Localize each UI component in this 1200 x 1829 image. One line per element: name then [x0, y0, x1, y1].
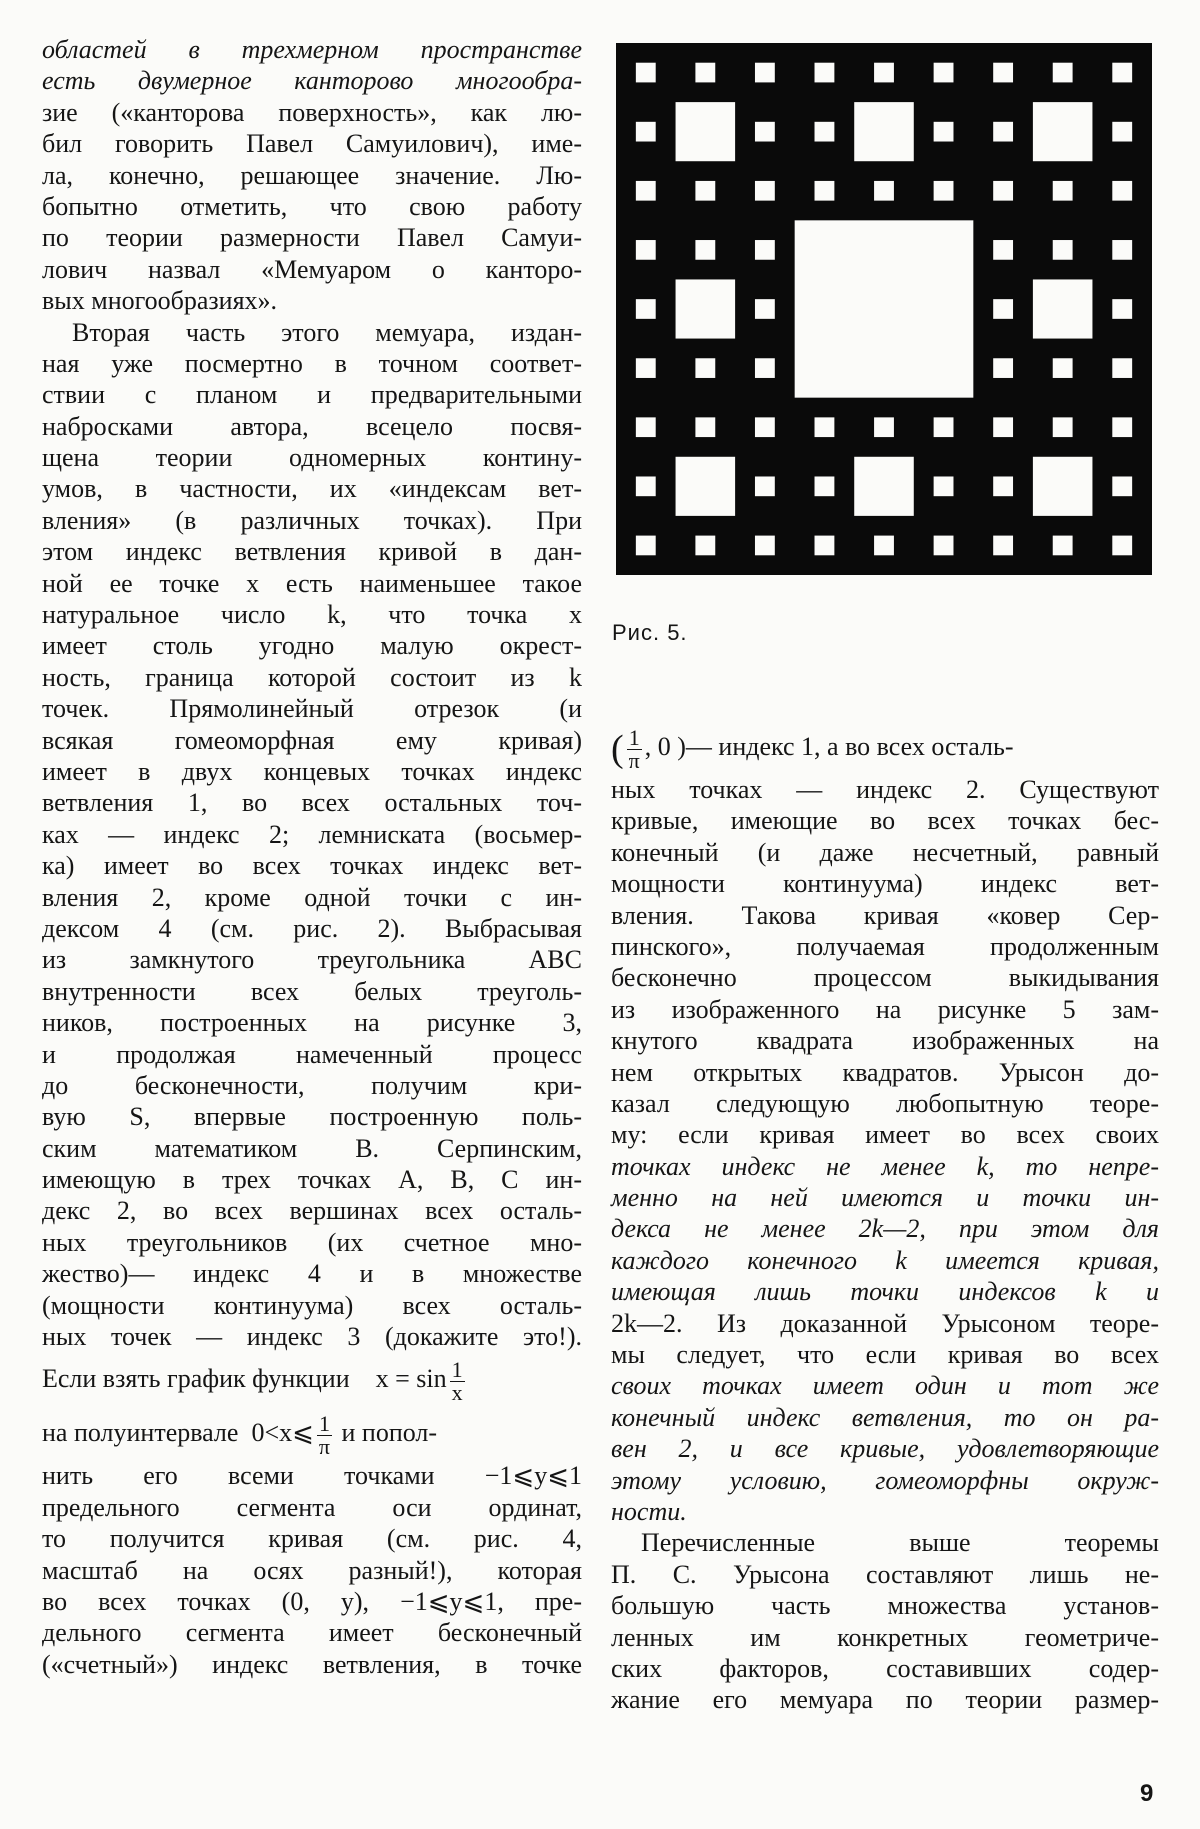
carpet-hole: [1053, 181, 1073, 201]
fraction-denominator: π: [628, 747, 640, 773]
carpet-hole: [934, 63, 954, 83]
text-line: масштаб на осях разный!), которая: [42, 1555, 582, 1585]
carpet-hole: [636, 417, 656, 437]
fraction-numerator: 1: [317, 1413, 332, 1436]
carpet-hole: [636, 122, 656, 142]
text-line: этому условию, гомеоморфны окруж-: [611, 1465, 1159, 1495]
text-line: имеющая лишь точки индексов k и: [611, 1277, 1159, 1307]
text-line: ленных им конкретных геометриче-: [611, 1622, 1159, 1652]
carpet-hole: [934, 417, 954, 437]
text-line: ной ее точке x есть наименьшее такое: [42, 568, 582, 598]
carpet-hole: [755, 63, 775, 83]
fraction-numerator: 1: [451, 1356, 463, 1382]
text-line: бопытно отметить, что свою работу: [42, 191, 582, 221]
carpet-hole: [993, 63, 1013, 83]
carpet-hole: [1112, 358, 1132, 378]
text-line: имеет столь угодно малую окрест-: [42, 631, 582, 661]
text-line: умов, в частности, их «индексам вет-: [42, 474, 582, 504]
carpet-hole: [993, 122, 1013, 142]
carpet-hole: [993, 476, 1013, 496]
carpet-hole: [854, 457, 914, 516]
fraction-denominator: π: [318, 1433, 331, 1459]
carpet-hole: [755, 299, 775, 319]
right-column: [611, 720, 1159, 1716]
fraction: [317, 1410, 332, 1459]
carpet-hole: [815, 63, 835, 83]
carpet-hole: [1053, 536, 1073, 556]
text-line: нить его всеми точками −1⩽y⩽1: [42, 1461, 582, 1491]
fraction: [450, 1356, 465, 1405]
text-line: лович назвал «Мемуаром о канторо-: [42, 254, 582, 284]
formula-line: [42, 1406, 582, 1460]
text-line: большую часть множества установ-: [611, 1591, 1159, 1621]
text-line: вления 2, кроме одной точки с ин-: [42, 882, 582, 912]
text-line: этом индекс ветвления кривой в дан-: [42, 537, 582, 567]
carpet-hole: [1112, 299, 1132, 319]
formula-text: Если взять график функции: [42, 1364, 350, 1394]
carpet-hole: [993, 181, 1013, 201]
carpet-hole: [1053, 240, 1073, 260]
text-line: точек. Прямолинейный отрезок (и: [42, 694, 582, 724]
text-line: кнутого квадрата изображенных на: [611, 1026, 1159, 1056]
text-line: и продолжая намеченный процесс: [42, 1039, 582, 1069]
text-line: пинского», получаемая продолженным: [611, 931, 1159, 961]
text-line: Вторая часть этого мемуара, издан-: [72, 317, 582, 347]
text-line: («счетный») индекс ветвления, в точке: [42, 1649, 582, 1679]
carpet-hole: [636, 476, 656, 496]
text-line: ках — индекс 2; лемниската (восьмер-: [42, 819, 582, 849]
text-line: жание его мемуара по теории размер-: [611, 1685, 1159, 1715]
text-line: бил говорить Павел Самуилович), име-: [42, 129, 582, 159]
formula-math: 0<x⩽: [251, 1418, 314, 1448]
carpet-hole: [815, 181, 835, 201]
text-line: то получится кривая (см. рис. 4,: [42, 1524, 582, 1554]
sierpinski-carpet-figure: [616, 43, 1152, 575]
text-line: предельного сегмента оси ординат,: [42, 1492, 582, 1522]
left-column: [42, 34, 582, 1680]
carpet-hole: [1112, 476, 1132, 496]
carpet-hole: [1112, 122, 1132, 142]
formula-line: [42, 1352, 582, 1406]
formula-text: и попол-: [341, 1418, 438, 1448]
carpet-hole: [934, 181, 954, 201]
text-line: Перечисленные выше теоремы: [641, 1528, 1159, 1558]
text-line: есть двумерное канторово многообра-: [42, 66, 582, 96]
carpet-hole: [1112, 240, 1132, 260]
text-line: вую S, впервые построенную поль-: [42, 1102, 582, 1132]
text-line: до бесконечности, получим кри-: [42, 1070, 582, 1100]
text-line: ных точках — индекс 2. Существуют: [611, 775, 1159, 804]
carpet-hole: [934, 476, 954, 496]
text-line: ных треугольников (их счетное мно-: [42, 1227, 582, 1257]
text-line: ности.: [611, 1496, 687, 1526]
carpet-hole: [1112, 63, 1132, 83]
text-line: каждого конечного k имеется кривая,: [611, 1245, 1159, 1275]
carpet-hole: [795, 220, 974, 397]
text-line: му: если кривая имеет во всех своих: [611, 1120, 1159, 1150]
figure-caption: Рис. 5.: [612, 620, 688, 645]
carpet-hole: [874, 63, 894, 83]
carpet-hole: [755, 417, 775, 437]
text-line: ных точек — индекс 3 (докажите это!).: [42, 1322, 582, 1352]
text-line: набросками автора, всецело посвя-: [42, 411, 582, 441]
text-line: (мощности континуума) всех осталь-: [42, 1290, 582, 1320]
text-line: вен 2, и все кривые, удовлетворяющие: [611, 1434, 1159, 1464]
carpet-hole: [636, 358, 656, 378]
text-line: П. С. Урысона составляют лишь не-: [611, 1559, 1159, 1589]
carpet-hole: [755, 240, 775, 260]
carpet-hole: [636, 240, 656, 260]
carpet-hole: [755, 536, 775, 556]
carpet-hole: [636, 536, 656, 556]
carpet-hole: [934, 122, 954, 142]
formula-line: ( $\frac{1}{\pi}$ , 0 )— индекс 1, а во всех осталь-: [611, 724, 1014, 773]
text-line: своих точках имеет один и тот же: [611, 1371, 1159, 1401]
text-line: точках индекс не менее k, то непре-: [611, 1151, 1159, 1181]
fraction-numerator: 1: [627, 727, 642, 750]
text-line: нем открытых квадратов. Урысон до-: [611, 1057, 1159, 1087]
carpet-hole: [815, 476, 835, 496]
text-line: мы следует, что если кривая во всех: [611, 1340, 1159, 1370]
formula-text: , 0 )— индекс 1, а во всех осталь-: [644, 732, 1014, 761]
text-line: декс 2, во всех вершинах всех осталь-: [42, 1196, 582, 1226]
text-line: областей в трехмерном пространстве: [42, 35, 582, 64]
text-line: натуральное число k, что точка x: [42, 600, 582, 630]
carpet-hole: [1033, 279, 1093, 338]
page-number: 9: [1140, 1780, 1154, 1807]
carpet-hole: [636, 63, 656, 83]
text-line: вления» (в различных точках). При: [42, 505, 582, 535]
carpet-hole: [815, 122, 835, 142]
text-line: щена теории одномерных контину-: [42, 443, 582, 473]
text-line: имеет в двух концевых точках индекс: [42, 756, 582, 786]
text-line: ских факторов, составивших содер-: [611, 1653, 1159, 1683]
carpet-hole: [676, 457, 736, 516]
carpet-hole: [993, 417, 1013, 437]
carpet-hole: [993, 240, 1013, 260]
text-line: ность, граница которой состоит из k: [42, 662, 582, 692]
text-line: во всех точках (0, y), −1⩽y⩽1, пре-: [42, 1586, 582, 1616]
carpet-hole: [755, 358, 775, 378]
carpet-hole: [676, 279, 736, 338]
text-line: кривые, имеющие во всех точках бес-: [611, 806, 1159, 836]
formula-text: на полуинтервале: [42, 1418, 239, 1448]
text-line: ветвления 1, во всех остальных точ-: [42, 788, 582, 818]
carpet-hole: [1053, 417, 1073, 437]
carpet-hole: [854, 102, 914, 161]
carpet-hole: [755, 181, 775, 201]
text-line: 2k—2. Из доказанной Урысоном теоре-: [611, 1308, 1159, 1338]
carpet-hole: [1053, 63, 1073, 83]
text-line: казал следующую любопытную теоре-: [611, 1088, 1159, 1118]
fraction-denominator: x: [451, 1379, 463, 1405]
formula-math: x = sin: [375, 1364, 447, 1394]
text-line: менно на ней имеются и точки ин-: [611, 1183, 1159, 1213]
text-line: ствии с планом и предварительными: [42, 380, 582, 410]
carpet-hole: [676, 102, 736, 161]
text-line: по теории размерности Павел Самуи-: [42, 223, 582, 253]
text-line: жество)— индекс 4 и в множестве: [42, 1259, 582, 1289]
text-line: ским математиком В. Серпинским,: [42, 1133, 582, 1163]
carpet-hole: [874, 181, 894, 201]
carpet-hole: [1053, 358, 1073, 378]
text-line: конечный индекс ветвления, то он ра-: [611, 1402, 1159, 1432]
carpet-hole: [993, 358, 1013, 378]
text-line: вых многообразиях».: [42, 286, 278, 316]
text-line: всякая гомеоморфная ему кривая): [42, 725, 582, 755]
carpet-hole: [934, 536, 954, 556]
text-line: внутренности всех белых треуголь-: [42, 976, 582, 1006]
text-line: бесконечно процессом выкидывания: [611, 963, 1159, 993]
text-line: имеющую в трех точках A, B, C ин-: [42, 1165, 582, 1195]
text-line: ников, построенных на рисунке 3,: [42, 1008, 582, 1038]
carpet-hole: [815, 417, 835, 437]
carpet-hole: [695, 181, 715, 201]
text-line: мощности континуума) индекс вет-: [611, 869, 1159, 899]
text-line: из замкнутого треугольника ABC: [42, 945, 582, 975]
text-line: из изображенного на рисунке 5 зам-: [611, 994, 1159, 1024]
carpet-hole: [695, 536, 715, 556]
carpet-hole: [755, 122, 775, 142]
carpet-hole: [695, 417, 715, 437]
carpet-hole: [874, 417, 894, 437]
text-line: вления. Такова кривая «ковер Сер-: [611, 900, 1159, 930]
text-line: ная уже посмертно в точном соответ-: [42, 348, 582, 378]
carpet-hole: [695, 358, 715, 378]
text-line: дексом 4 (см. рис. 2). Выбрасывая: [42, 913, 582, 943]
text-line: зие («канторова поверхность», как лю-: [42, 97, 582, 127]
carpet-hole: [755, 476, 775, 496]
carpet-hole: [1112, 417, 1132, 437]
carpet-hole: [993, 299, 1013, 319]
carpet-hole: [993, 536, 1013, 556]
carpet-hole: [695, 240, 715, 260]
fraction: [627, 724, 642, 773]
carpet-hole: [1033, 457, 1093, 516]
carpet-hole: [1112, 536, 1132, 556]
carpet-hole: [815, 536, 835, 556]
carpet-hole: [1033, 102, 1093, 161]
text-line: ка) имеет во всех точках индекс вет-: [42, 851, 582, 881]
text-line: конечный (и даже несчетный, равный: [611, 837, 1159, 867]
text-line: дельного сегмента имеет бесконечный: [42, 1618, 582, 1648]
carpet-hole: [636, 299, 656, 319]
carpet-hole: [695, 63, 715, 83]
carpet-hole: [874, 536, 894, 556]
text-line: ла, конечно, решающее значение. Лю-: [42, 160, 582, 190]
carpet-hole: [636, 181, 656, 201]
carpet-hole: [1112, 181, 1132, 201]
text-line: декса не менее 2k—2, при этом для: [611, 1214, 1159, 1244]
